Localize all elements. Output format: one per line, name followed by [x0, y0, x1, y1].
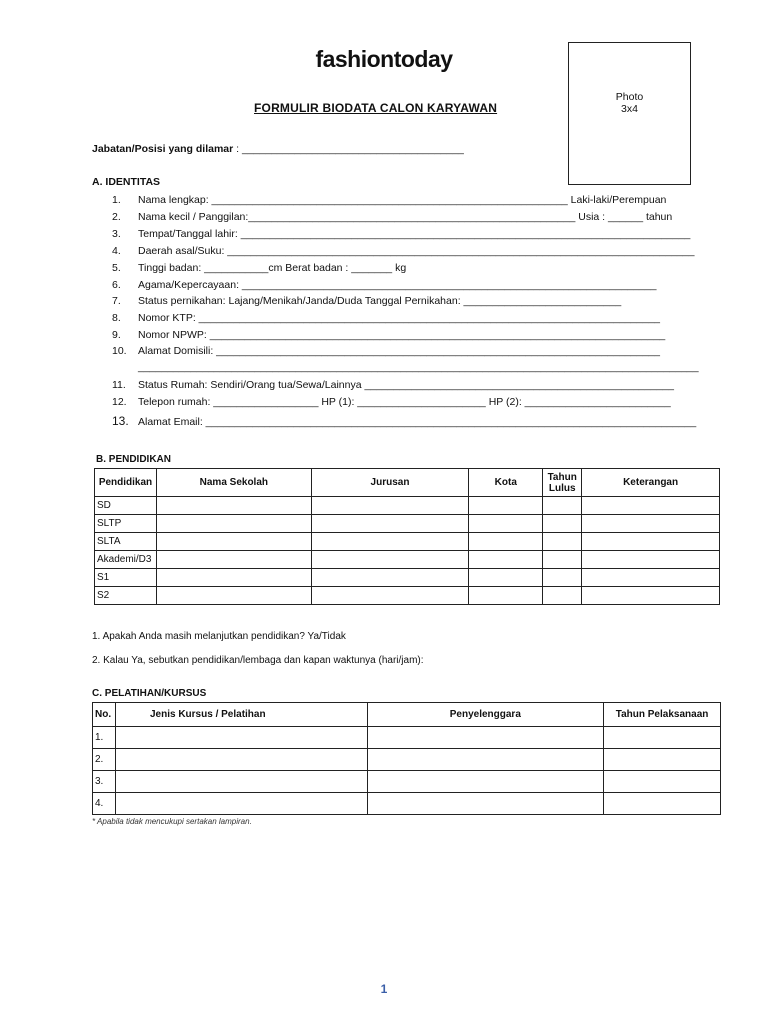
- form-title: FORMULIR BIODATA CALON KARYAWAN: [254, 101, 498, 115]
- education-question-1: 1. Apakah Anda masih melanjutkan pendidikan? Ya/Tidak: [92, 631, 346, 642]
- row-number: 10.: [112, 345, 127, 357]
- header-jenis-kursus: Jenis Kursus / Pelatihan: [115, 703, 367, 727]
- city-cell[interactable]: [469, 497, 543, 515]
- identity-row-9[interactable]: [112, 329, 665, 341]
- identity-row-10[interactable]: [112, 345, 660, 357]
- row-text: Tempat/Tanggal lahir: _____________________________________________________________________________: [138, 228, 691, 240]
- row-text: Nama lengkap: _____________________________________________________________ Laki-laki/Perempuan: [138, 194, 667, 206]
- row-text: Alamat Email: ____________________________________________________________________________________: [138, 416, 697, 428]
- identity-row-11[interactable]: [112, 379, 674, 391]
- level-cell: S1: [95, 569, 157, 587]
- school-cell[interactable]: [156, 533, 311, 551]
- level-cell: Akademi/D3: [95, 551, 157, 569]
- notes-cell[interactable]: [582, 551, 720, 569]
- header-jurusan: Jurusan: [311, 469, 469, 497]
- year-cell[interactable]: [543, 551, 582, 569]
- organizer-cell[interactable]: [367, 727, 604, 749]
- year-cell[interactable]: [543, 533, 582, 551]
- row-number: 1.: [112, 194, 121, 206]
- identity-row-4[interactable]: [112, 245, 694, 257]
- row-number: 9.: [112, 329, 121, 341]
- row-text: Status pernikahan: Lajang/Menikah/Janda/Duda Tanggal Pernikahan: ___________________________: [138, 295, 622, 307]
- section-a-title: A. IDENTITAS: [92, 176, 161, 188]
- table-row: [93, 771, 721, 793]
- major-cell[interactable]: [311, 587, 469, 605]
- header-penyelenggara: Penyelenggara: [367, 703, 604, 727]
- school-cell[interactable]: [156, 497, 311, 515]
- notes-cell[interactable]: [582, 587, 720, 605]
- major-cell[interactable]: [311, 515, 469, 533]
- photo-label-line1: Photo: [615, 91, 644, 103]
- header-keterangan: Keterangan: [582, 469, 720, 497]
- row-text: Status Rumah: Sendiri/Orang tua/Sewa/Lainnya _____________________________________________________: [138, 379, 674, 391]
- school-cell[interactable]: [156, 587, 311, 605]
- level-cell: SLTA: [95, 533, 157, 551]
- position-field[interactable]: [92, 143, 464, 155]
- photo-label-line2: 3x4: [621, 103, 638, 115]
- row-text: Alamat Domisili: ____________________________________________________________________________: [138, 345, 660, 357]
- city-cell[interactable]: [469, 533, 543, 551]
- notes-cell[interactable]: [582, 497, 720, 515]
- photo-box: [568, 42, 691, 185]
- row-number: 5.: [112, 262, 121, 274]
- course-cell[interactable]: [115, 749, 367, 771]
- identity-row-5[interactable]: [112, 262, 406, 274]
- course-cell[interactable]: [115, 793, 367, 815]
- identity-row-3[interactable]: [112, 228, 690, 240]
- major-cell[interactable]: [311, 569, 469, 587]
- course-cell[interactable]: [115, 727, 367, 749]
- row-number-cell: 1.: [93, 727, 116, 749]
- major-cell[interactable]: [311, 533, 469, 551]
- header-tahun-lulus: Tahun Lulus: [543, 469, 582, 497]
- school-cell[interactable]: [156, 551, 311, 569]
- course-cell[interactable]: [115, 771, 367, 793]
- section-c-title: C. PELATIHAN/KURSUS: [92, 688, 207, 699]
- table-row: [93, 793, 721, 815]
- level-cell: SD: [95, 497, 157, 515]
- education-question-2: 2. Kalau Ya, sebutkan pendidikan/lembaga dan kapan waktunya (hari/jam):: [92, 655, 424, 666]
- identity-row-8[interactable]: [112, 312, 660, 324]
- header-kota: Kota: [469, 469, 543, 497]
- row-number: 2.: [112, 211, 121, 223]
- education-header-row: [95, 469, 720, 497]
- notes-cell[interactable]: [582, 515, 720, 533]
- row-text: Agama/Kepercayaan: _______________________________________________________________________: [138, 279, 657, 291]
- row-number: 4.: [112, 245, 121, 257]
- notes-cell[interactable]: [582, 533, 720, 551]
- row-text: Telepon rumah: __________________ HP (1): ______________________ HP (2): _________________________: [138, 396, 671, 408]
- row-number-cell: 4.: [93, 793, 116, 815]
- city-cell[interactable]: [469, 515, 543, 533]
- row-number: 3.: [112, 228, 121, 240]
- year-cell[interactable]: [543, 515, 582, 533]
- notes-cell[interactable]: [582, 569, 720, 587]
- table-row: [93, 749, 721, 771]
- row-number: 6.: [112, 279, 121, 291]
- header-tahun-pelaksanaan: Tahun Pelaksanaan: [604, 703, 721, 727]
- major-cell[interactable]: [311, 551, 469, 569]
- year-cell[interactable]: [604, 749, 721, 771]
- position-label: Jabatan/Posisi yang dilamar: [92, 143, 234, 155]
- identity-row-6[interactable]: [112, 279, 657, 291]
- year-cell[interactable]: [604, 771, 721, 793]
- organizer-cell[interactable]: [367, 771, 604, 793]
- identity-row-13[interactable]: [112, 414, 696, 428]
- table-row: [95, 587, 720, 605]
- table-row: [95, 515, 720, 533]
- table-row: [93, 727, 721, 749]
- table-row: [95, 533, 720, 551]
- row-text: ________________________________________________________________________________________________: [138, 361, 699, 373]
- header-nama-sekolah: Nama Sekolah: [156, 469, 311, 497]
- table-row: [95, 497, 720, 515]
- city-cell[interactable]: [469, 569, 543, 587]
- table-row: [95, 551, 720, 569]
- level-cell: S2: [95, 587, 157, 605]
- row-number: 7.: [112, 295, 121, 307]
- year-cell[interactable]: [543, 497, 582, 515]
- row-text: Nama kecil / Panggilan:________________________________________________________ Usia : ______ tahun: [138, 211, 673, 223]
- page-number: 1: [380, 982, 388, 996]
- year-cell[interactable]: [604, 793, 721, 815]
- row-number-cell: 3.: [93, 771, 116, 793]
- identity-row-7[interactable]: [112, 295, 621, 307]
- city-cell[interactable]: [469, 587, 543, 605]
- position-line: : ______________________________________: [233, 143, 464, 155]
- row-text: Nomor NPWP: ______________________________________________________________________________: [138, 329, 666, 341]
- training-header-row: [93, 703, 721, 727]
- identity-row-1[interactable]: [112, 194, 666, 206]
- row-number: 11.: [112, 379, 126, 391]
- row-number: 8.: [112, 312, 121, 324]
- table-row: [95, 569, 720, 587]
- row-number: 13.: [112, 414, 129, 428]
- organizer-cell[interactable]: [367, 793, 604, 815]
- training-table: [92, 702, 721, 815]
- identity-row-10b[interactable]: [112, 361, 699, 373]
- level-cell: SLTP: [95, 515, 157, 533]
- identity-row-12[interactable]: [112, 396, 671, 408]
- row-text: Tinggi badan: ___________cm Berat badan : _______ kg: [138, 262, 407, 274]
- school-cell[interactable]: [156, 569, 311, 587]
- header-no: No.: [93, 703, 116, 727]
- header-pendidikan: Pendidikan: [95, 469, 157, 497]
- year-cell[interactable]: [604, 727, 721, 749]
- section-b-title: B. PENDIDIKAN: [96, 454, 172, 465]
- year-cell[interactable]: [543, 587, 582, 605]
- row-text: Nomor KTP: _______________________________________________________________________________: [138, 312, 661, 324]
- organizer-cell[interactable]: [367, 749, 604, 771]
- school-cell[interactable]: [156, 515, 311, 533]
- row-number-cell: 2.: [93, 749, 116, 771]
- education-table: [94, 468, 720, 605]
- year-cell[interactable]: [543, 569, 582, 587]
- company-logo: fashiontoday: [315, 46, 453, 72]
- row-number: 12.: [112, 396, 127, 408]
- row-text: Daerah asal/Suku: ________________________________________________________________________________: [138, 245, 695, 257]
- identity-row-2[interactable]: [112, 211, 672, 223]
- city-cell[interactable]: [469, 551, 543, 569]
- major-cell[interactable]: [311, 497, 469, 515]
- photo-label: [569, 91, 690, 115]
- training-footnote: * Apabila tidak mencukupi sertakan lampiran.: [92, 817, 252, 826]
